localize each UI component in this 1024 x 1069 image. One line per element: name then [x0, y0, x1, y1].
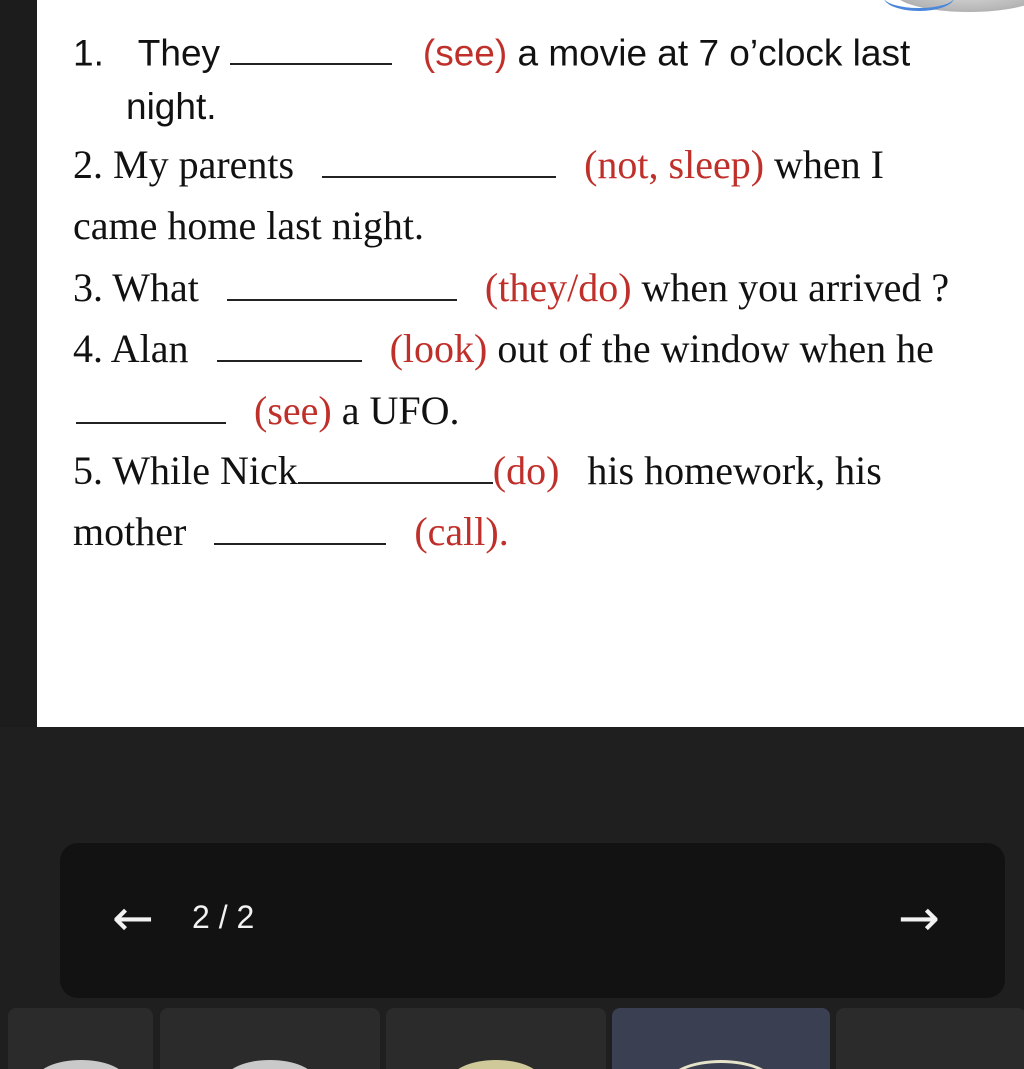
verb-cue: (they/do)	[484, 265, 632, 310]
arrow-right-icon[interactable]: →	[898, 889, 940, 947]
item-subject: They	[137, 32, 231, 74]
answer-blank[interactable]	[298, 446, 493, 484]
item-text: when I	[774, 142, 884, 187]
item-subject: My parents	[113, 142, 295, 187]
arrow-left-icon[interactable]: ←	[112, 889, 154, 947]
item-subject: mother	[73, 509, 187, 554]
thumbnail-preview	[451, 1060, 541, 1069]
item-subject: What	[112, 265, 199, 310]
thumbnail-preview	[225, 1060, 315, 1069]
item-subject: Alan	[110, 326, 189, 371]
page-thumbnail[interactable]	[836, 1008, 1024, 1069]
thumbnail-preview	[668, 1060, 774, 1069]
pager-bar	[60, 843, 1005, 998]
item-text: night.	[126, 86, 217, 127]
page-indicator: 2 / 2	[192, 899, 255, 935]
exercise-item-5	[73, 446, 882, 494]
exercise-item-1-continued	[126, 86, 217, 128]
verb-cue: (do)	[492, 448, 560, 493]
item-text: his homework, his	[587, 448, 882, 493]
answer-blank[interactable]	[230, 30, 392, 65]
answer-blank[interactable]	[227, 263, 457, 301]
worksheet-page	[37, 0, 1024, 727]
answer-blank[interactable]	[214, 507, 386, 545]
item-text: came home last night.	[73, 203, 425, 248]
exercise-item-5-continued	[73, 507, 509, 555]
item-text: a movie at 7 o’clock last	[517, 32, 911, 74]
item-text: a UFO.	[341, 388, 460, 433]
exercise-item-2	[73, 140, 884, 188]
verb-cue: (call).	[414, 509, 509, 554]
verb-cue: (not, sleep)	[584, 142, 765, 187]
exercise-item-3	[73, 263, 949, 311]
verb-cue: (see)	[422, 32, 508, 74]
item-number: 4.	[73, 326, 103, 371]
page-thumbnail-current[interactable]	[612, 1008, 830, 1069]
exercise-item-4-continued	[76, 386, 460, 434]
item-number: 5.	[73, 448, 103, 493]
item-number: 1.	[73, 32, 104, 74]
item-text: when you arrived ?	[641, 265, 950, 310]
verb-cue: (look)	[389, 326, 488, 371]
item-number: 2.	[73, 142, 103, 187]
exercise-item-4	[73, 324, 934, 372]
page-thumbnail[interactable]	[386, 1008, 606, 1069]
item-text: out of the window when he	[497, 326, 934, 371]
answer-blank[interactable]	[322, 140, 556, 178]
answer-blank[interactable]	[217, 324, 362, 362]
page-thumbnail[interactable]	[160, 1008, 380, 1069]
exercise-item-1	[73, 30, 910, 74]
page-thumbnail[interactable]	[8, 1008, 153, 1069]
exercise-item-2-continued	[73, 202, 424, 249]
item-subject: While Nick	[112, 448, 298, 493]
answer-blank[interactable]	[76, 386, 226, 424]
verb-cue: (see)	[254, 388, 332, 433]
thumbnail-preview	[36, 1060, 126, 1069]
item-number: 3.	[73, 265, 103, 310]
